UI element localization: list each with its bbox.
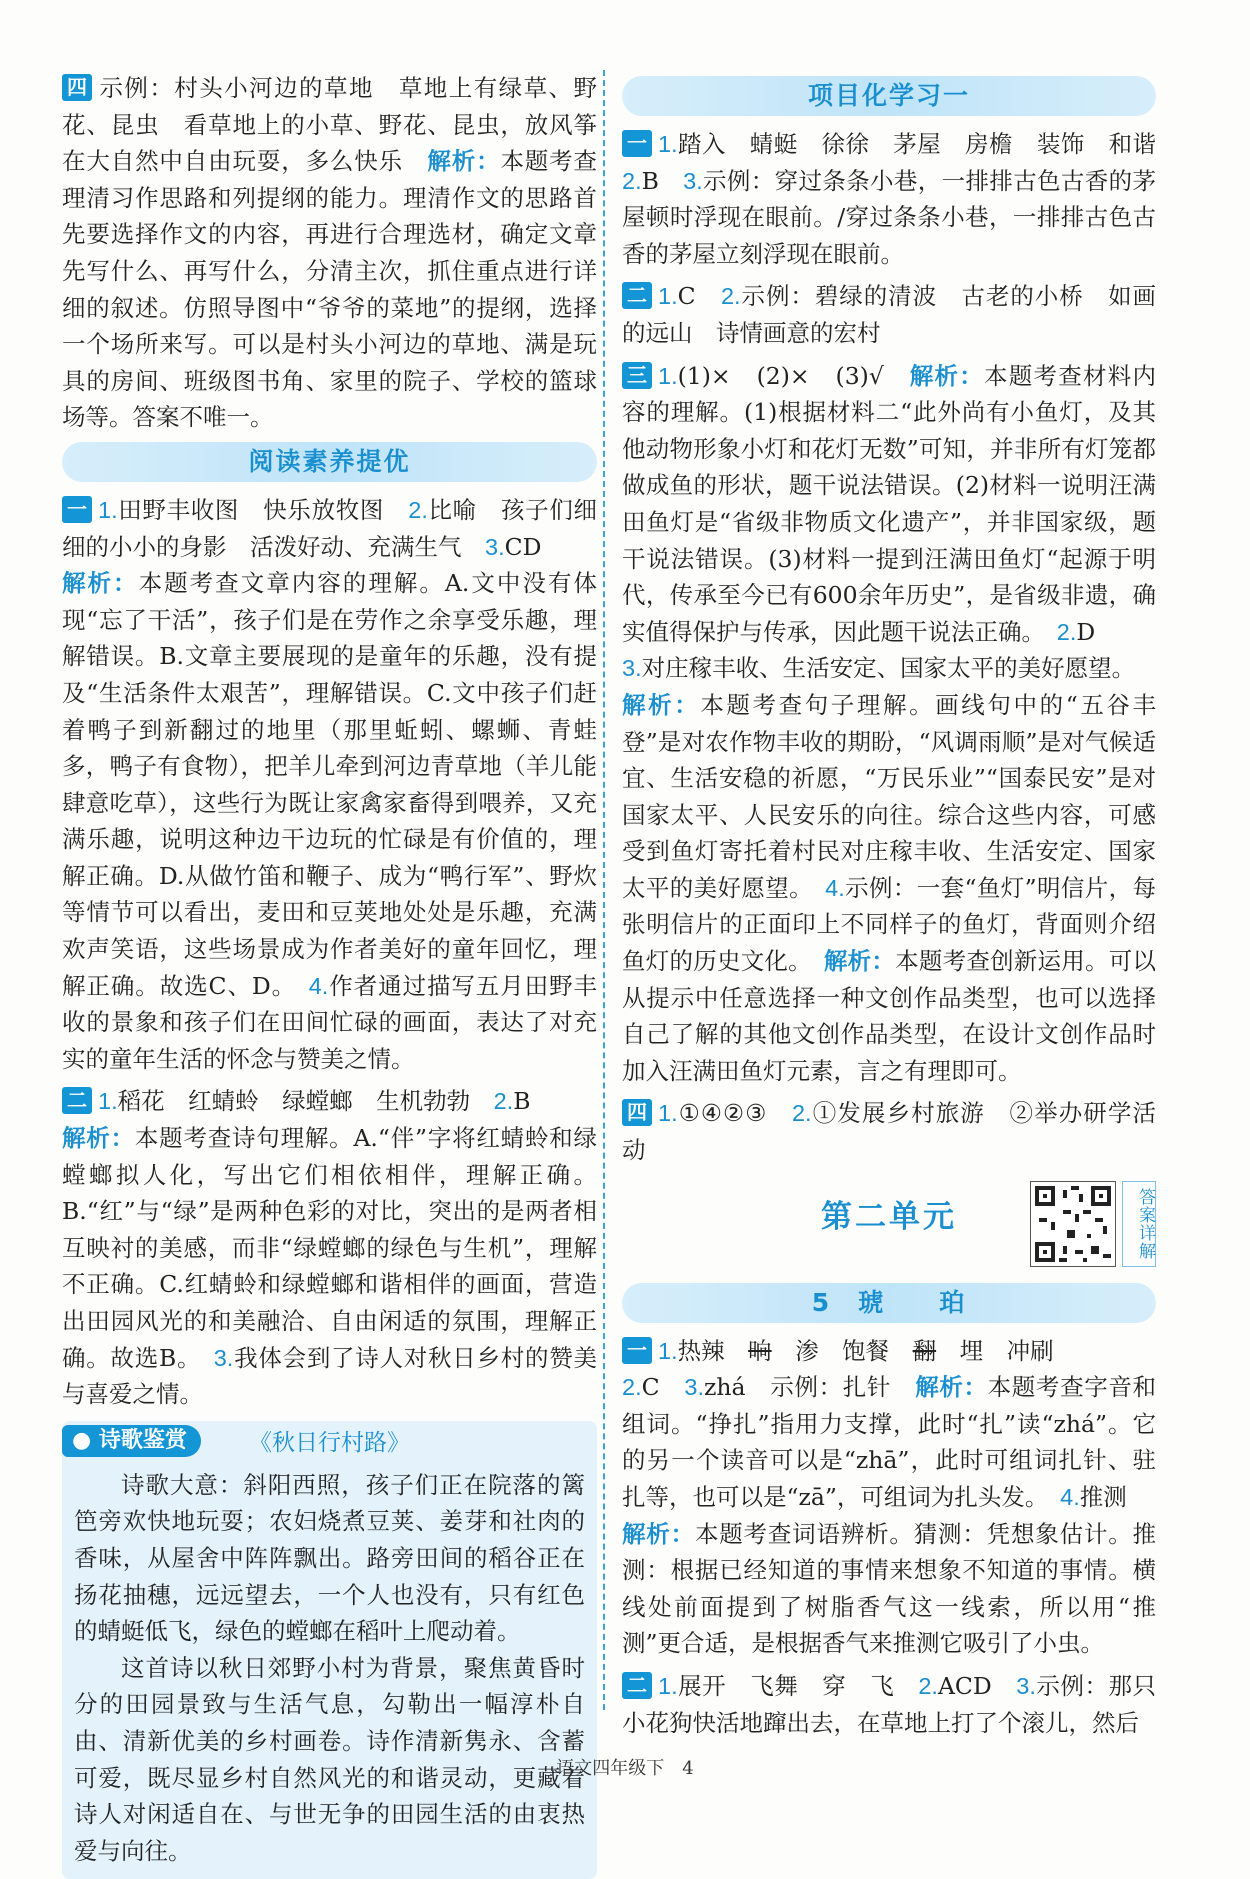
analysis-label: 解析： — [622, 1519, 695, 1548]
answer-text: C — [641, 1373, 685, 1402]
answer-text: (1)× (2)× (3)√ — [677, 361, 910, 390]
qr-label: 答案详解 — [1122, 1181, 1156, 1267]
analysis-label: 解析： — [62, 569, 139, 598]
question-number: 4. — [825, 874, 845, 901]
question-number: 3. — [1016, 1672, 1036, 1699]
poetry-title: 《秋日行村路》 — [249, 1429, 410, 1456]
question-number: 3. — [213, 1344, 234, 1371]
project-section-1 — [622, 126, 1180, 272]
analysis-label: 解析： — [622, 690, 701, 719]
question-number: 1. — [98, 1088, 118, 1115]
analysis-text: 本题考查材料内容的理解。(1)根据材料二“此外尚有小鱼灯，及其他动物形象小灯和花灯无数”可知，并非所有灯笼都做成鱼的形状，题干说法错误。(2)材料一说明汪满田鱼灯是“省级非物质文化遗产”，并非国家级，题干说法错误。(3)材料一提到汪满田鱼灯“起源于明代，传承至今已有600余年历史”，是省级非遗，确实值得保护与传承，因此题干说法正确。 — [622, 361, 1156, 646]
poetry-paragraph-1: 诗歌大意：斜阳西照，孩子们正在院落的篱笆旁欢快地玩耍；农妇烧煮豆荚、姜芽和社肉的香味，从屋舍中阵阵飘出。路旁田间的稻谷正在扬花抽穗，远远望去，一个人也没有，只有红色的蜻蜓低飞，绿色的螳螂在稻叶上爬动着。 — [74, 1470, 585, 1646]
analysis-text: 本题考查词语辨析。猜测：凭想象估计。推测：根据已经知道的事情来想象不知道的事情。横线处前面提到了树脂香气这一线索，所以用“推测”更合适，是根据香气来推测它吸引了小虫。 — [622, 1519, 1157, 1658]
question-number: 3. — [684, 1374, 704, 1401]
section-number: 二 — [622, 282, 652, 309]
analysis-text: 本题考查文章内容的理解。A.文中没有体现“忘了干活”，孩子们是在劳作之余享受乐趣，理解错误。B.文章主要展现的是童年的乐趣，没有提及“生活条件太艰苦”，理解错误。C.文中孩子们赶着鸭子到新翻过的地里（那里蚯蚓、螺蛳、青蛙多，鸭子有食物），把羊儿牵到河边青草地（羊儿能肆意吃草），这些行为既让家禽家畜得到喂养，又充满乐趣，说明这种边干边玩的忙碌是有价值的，理解正确。D.从做竹笛和鞭子、成为“鸭行军”、野炊等情节可以看出，麦田和豆荚地处处是乐趣，充满欢声笑语，这些场景成为作者美好的童年回忆，理解正确。故选C、D。 — [62, 569, 597, 1000]
poetry-tag — [62, 1425, 201, 1457]
answer-text: 田野丰收图 快乐放牧图 — [117, 495, 409, 524]
question-number: 2. — [791, 1100, 812, 1127]
answer-text: 埋 冲刷 — [936, 1336, 1054, 1365]
answer-text: 热辣 — [677, 1336, 749, 1365]
answer-text: 我体会到了诗人对秋日乡村的赞美与喜爱之情。 — [62, 1343, 597, 1409]
question-number: 1. — [98, 496, 118, 523]
section-number: 一 — [622, 1337, 652, 1364]
analysis-label: 解析： — [915, 1373, 988, 1402]
question-number: 2. — [622, 1374, 642, 1401]
lesson-5-section-1 — [622, 1333, 1156, 1662]
section-number: 二 — [62, 1087, 92, 1114]
section-band-reading: 阅读素养提优 — [62, 442, 597, 482]
answer-text: 踏入 蜻蜓 徐徐 茅屋 房檐 装饰 和谐 — [677, 130, 1180, 158]
project-section-2 — [622, 278, 1156, 351]
poetry-appreciation-box — [62, 1421, 597, 1879]
right-column — [622, 70, 1180, 1747]
lightbulb-icon: ● — [72, 1427, 99, 1453]
question-number: 3. — [683, 167, 703, 194]
column-divider — [603, 70, 605, 1710]
analysis-text: 本题考查句子理解。画线句中的“五谷丰登”是对农作物丰收的期盼，“风调雨顺”是对气候适宜、生活安稳的祈愿，“万民乐业”“国泰民安”是对国家太平、人民安乐的向往。综合这些内容，可感受到鱼灯寄托着村民对庄稼丰收、生活安定、国家太平的美好愿望。 — [622, 690, 1157, 902]
section-number: 一 — [622, 130, 652, 157]
answer-text: 作者通过描写五月田野丰收的景象和孩子们在田间忙碌的画面，表达了对充实的童年生活的怀念与赞美之情。 — [62, 971, 597, 1073]
question-number: 1. — [658, 283, 678, 310]
answer-text: C — [677, 282, 721, 311]
analysis-text: 本题考查诗句理解。A.“伴”字将红蜻蛉和绿螳螂拟人化，写出它们相依相伴，理解正确。B.“红”与“绿”是两种色彩的对比，突出的是两者相互映衬的美感，而非“绿螳螂的绿色与生机”，理解不正确。C.红蜻蛉和绿螳螂和谐相伴的画面，营造出田园风光的和美融洽、自由闲适的氛围，理解正确。故选B。 — [62, 1124, 598, 1372]
section-number: 四 — [62, 74, 92, 101]
unit-header — [622, 1175, 1156, 1275]
answer-text: zhá 示例：扎针 — [704, 1373, 916, 1402]
answer-text: ①④②③ — [677, 1099, 792, 1128]
analysis-text: 本题考查创新运用。可以从提示中任意选择一种文创作品类型，也可以选择自己了解的其他文创作品类型，在设计文创作品时加入汪满田鱼灯元素，言之有理即可。 — [622, 947, 1157, 1085]
answer-text: B — [513, 1087, 531, 1116]
answer-text: D — [1076, 617, 1096, 646]
page-footer: 语文四年级下 4 — [556, 1758, 694, 1779]
question-number: 2. — [720, 283, 741, 310]
question-number: 1. — [658, 131, 678, 157]
poetry-header — [74, 1427, 585, 1465]
answer-text: 推测 — [1079, 1483, 1127, 1511]
answer-text: 展开 飞舞 穿 飞 — [677, 1671, 919, 1700]
question-number: 1. — [658, 362, 678, 389]
question-number: 2. — [493, 1088, 514, 1115]
question-number: 3. — [622, 655, 642, 682]
struck-word: 翻 — [912, 1336, 937, 1365]
section-number: 一 — [62, 496, 92, 523]
poetry-paragraph-2: 这首诗以秋日郊野小村为背景，聚焦黄昏时分的田园景致与生活气息，勾勒出一幅淳朴自由、清新优美的乡村画卷。诗作清新隽永、含蓄可爱，既尽显乡村自然风光的和谐灵动，更藏着诗人对闲适自在、与世无争的田园生活的由衷热爱与向往。 — [74, 1653, 585, 1865]
section-number: 二 — [622, 1672, 652, 1699]
struck-word: 晌 — [748, 1336, 772, 1365]
answer-text: 示例：穿过条条小巷，一排排古色古香的茅屋顿时浮现在眼前。/穿过条条小巷，一排排古色古香的茅屋立刻浮现在眼前。 — [622, 166, 1156, 268]
answer-text: 示例：一套“鱼灯”明信片，每张明信片的正面印上不同样子的鱼灯，背面则介绍鱼灯的历史文化。 — [622, 873, 1157, 976]
answer-text: 渗 饱餐 — [771, 1336, 913, 1365]
question-number: 1. — [658, 1672, 678, 1699]
analysis-label: 解析： — [909, 361, 985, 390]
question-number: 4. — [1060, 1484, 1080, 1510]
section-number: 三 — [622, 362, 652, 389]
section-number: 四 — [622, 1099, 652, 1126]
answer-text: B — [641, 166, 684, 195]
qr-code-icon[interactable] — [1030, 1181, 1116, 1267]
answer-text: 稻花 红蜻蛉 绿螳螂 生机勃勃 — [117, 1087, 494, 1116]
poetry-tag-label: 诗歌鉴赏 — [98, 1427, 187, 1453]
reading-section-1 — [62, 492, 597, 1078]
question-number: 2. — [408, 496, 428, 523]
analysis-label: 解析： — [427, 147, 501, 176]
answer-text: CD — [504, 532, 542, 561]
question-number: 2. — [1056, 618, 1077, 645]
answer-text: ①发展乡村旅游 ②举办研学活动 — [622, 1099, 1156, 1165]
project-section-4 — [622, 1095, 1156, 1168]
question-number: 3. — [485, 533, 505, 560]
answer-text: ACD — [937, 1671, 1017, 1700]
question-number: 1. — [658, 1337, 678, 1364]
reading-section-2 — [62, 1083, 597, 1412]
answer-text: 比喻 孩子们细细的小小的身影 活泼好动、充满生气 — [62, 495, 598, 561]
question-number: 4. — [308, 972, 329, 999]
question-number: 2. — [918, 1672, 938, 1699]
answer-text: 对庄稼丰收、生活安定、国家太平的美好愿望。 — [641, 654, 1136, 683]
section-4-left — [62, 70, 621, 436]
section-band-project: 项目化学习一 — [622, 76, 1156, 116]
project-section-3 — [622, 358, 1156, 1090]
analysis-text: 本题考查理清习作思路和列提纲的能力。理清作文的思路首先要选择作文的内容，再进行合理选材，确定文章先写什么、再写什么，分清主次，抓住重点进行详细的叙述。仿照导图中“爷爷的菜地”的提纲，选择一个场所来写。可以是村头小河边的草地、满是玩具的房间、班级图书角、家里的院子、学校的篮球场等。答案不唯一。 — [62, 147, 598, 432]
analysis-label: 解析： — [823, 947, 896, 976]
answer-text: 示例：村头小河边的草地 草地上有绿草、野花、昆虫 看草地上的小草、野花、昆虫，放风筝 在大自然中自由玩耍，多么快乐 — [62, 74, 621, 176]
analysis-text: 本题考查字音和组词。“挣扎”指用力支撑，此时“扎”读“zhá”。它的另一个读音可以是“zhā”，此时可组词扎针、驻扎等，也可以是“zā”，可组词为扎头发。 — [622, 1373, 1157, 1511]
unit-title: 第二单元 — [821, 1198, 957, 1235]
answer-text: 示例：那只小花狗快活地蹿出去，在草地上打了个滚儿，然后 — [622, 1671, 1157, 1737]
question-number: 1. — [658, 1100, 678, 1127]
question-number: 2. — [622, 167, 642, 194]
left-column — [62, 70, 621, 1879]
section-band-lesson-5: 5 琥 珀 — [622, 1283, 1156, 1323]
answer-text: 示例：碧绿的清波 古老的小桥 如画的远山 诗情画意的宏村 — [622, 282, 1157, 347]
analysis-label: 解析： — [62, 1124, 135, 1153]
lesson-5-section-2 — [622, 1668, 1156, 1741]
